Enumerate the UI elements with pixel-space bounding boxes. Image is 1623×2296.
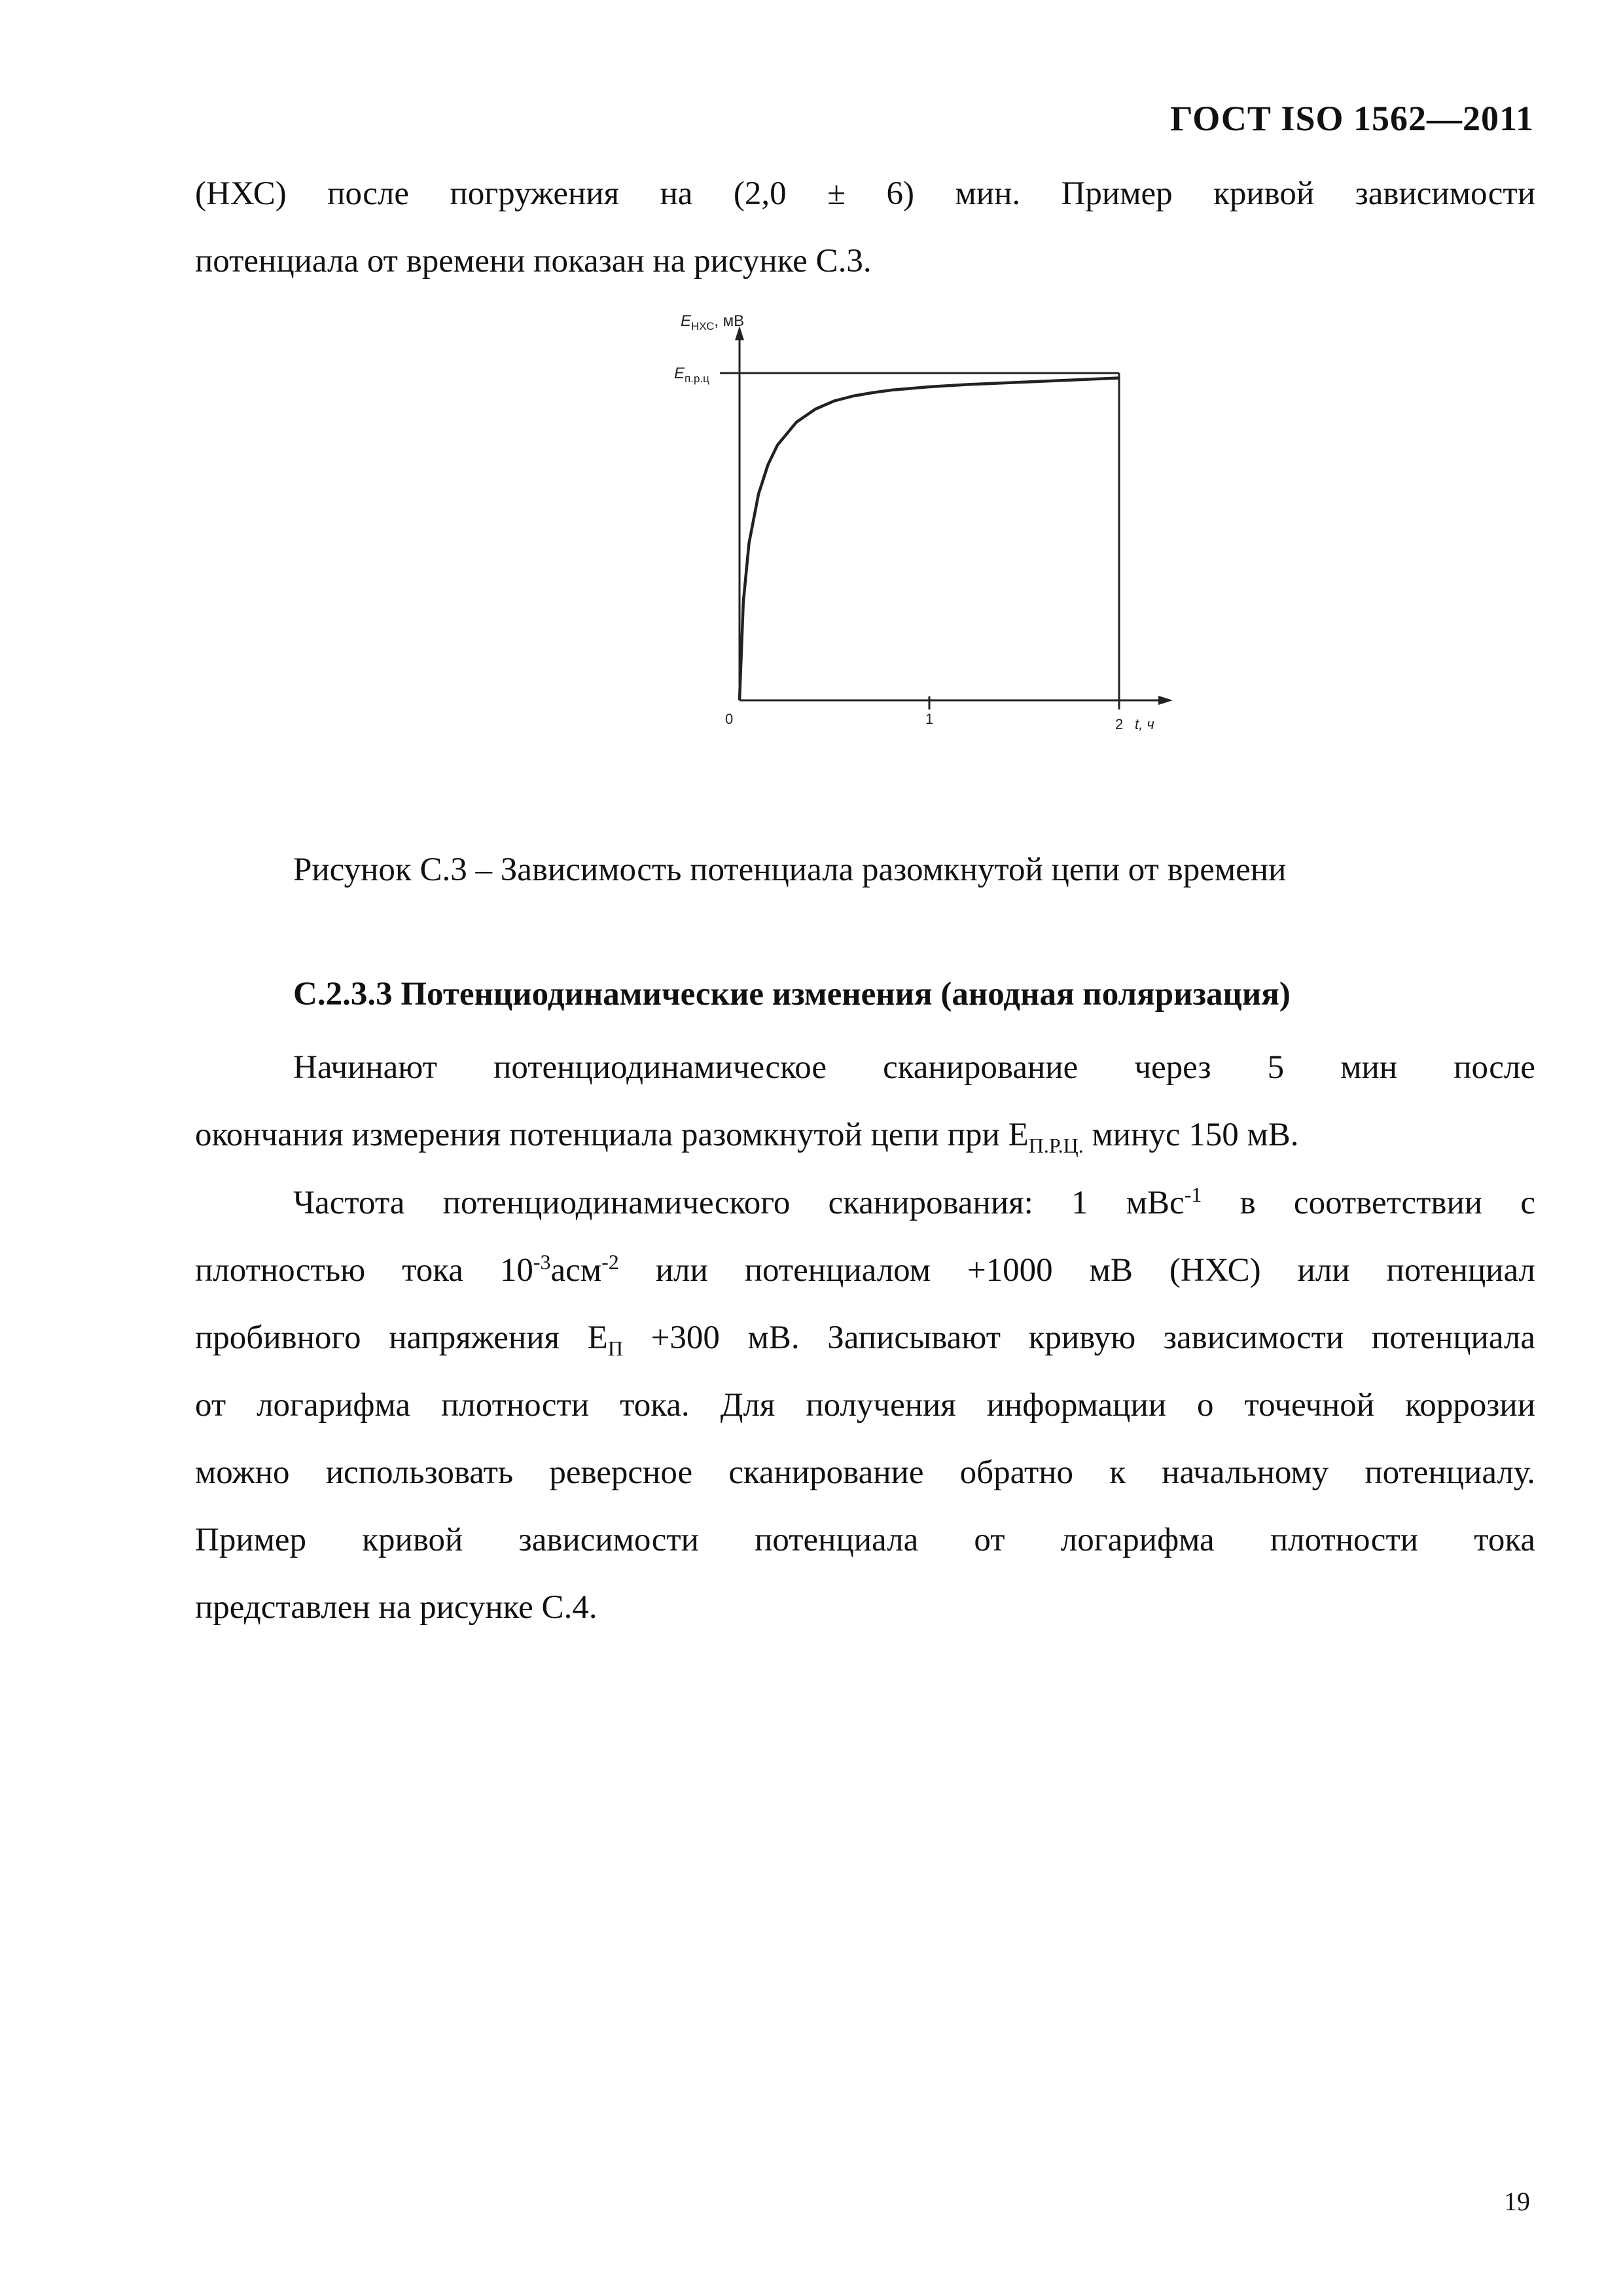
p3-l2-sup1: -3 — [533, 1250, 551, 1274]
figure-caption: Рисунок С.3 – Зависимость потенциала разомкнутой цепи от времени — [293, 852, 1287, 888]
paragraph-3-line-2 — [195, 1237, 1535, 1304]
p3-l3-a: пробивного напряжения E — [195, 1319, 608, 1356]
x-axis-arrow — [1158, 696, 1173, 705]
p2-subscript: П.Р.Ц. — [1028, 1134, 1084, 1158]
figure-c3 — [628, 295, 1204, 766]
paragraph-3 — [195, 1170, 1535, 1641]
paragraph-1-line-1: (НХС) после погружения на (2,0 ± 6) мин. Пример кривой зависимости — [195, 175, 1535, 212]
p3-l1-b: в соответствии с — [1202, 1185, 1535, 1221]
p3-l2-a: плотностью тока 10 — [195, 1252, 533, 1289]
chart-labels — [674, 312, 1154, 732]
x-tick-label-2: 2 — [1115, 716, 1124, 732]
section-title: Потенциодинамические изменения (анодная поляризация) — [401, 976, 1291, 1013]
p3-l2-c: или потенциалом +1000 мВ (НХС) или потенциал — [618, 1252, 1536, 1289]
potential-curve — [740, 378, 1119, 701]
p3-l1-a: Частота потенциодинамического сканирования: 1 мВс — [293, 1185, 1185, 1221]
p2-text-a: окончания измерения потенциала разомкнутой цепи при E — [195, 1117, 1029, 1153]
page-number: 19 — [1504, 2187, 1530, 2216]
p3-l3-b: +300 мВ. Записывают кривую зависимости потенциала — [622, 1319, 1535, 1356]
chart-curves — [740, 378, 1119, 701]
paragraph-2 — [195, 1034, 1535, 1169]
p3-l1-sup: -1 — [1184, 1183, 1202, 1206]
section-number: С.2.3.3 — [293, 976, 393, 1013]
paragraph-2-line-2 — [195, 1102, 1535, 1169]
paragraph-1-line-2: потенциала от времени показан на рисунке С.3. — [195, 243, 872, 279]
paragraph-3-line-3 — [195, 1304, 1535, 1372]
x-tick-label-0: 0 — [725, 711, 734, 727]
p2-text-b: минус 150 мВ. — [1083, 1117, 1299, 1153]
x-axis-label: t, ч — [1135, 716, 1154, 732]
paragraph-2-line-1: Начинают потенциодинамическое сканирование через 5 мин после — [293, 1049, 1535, 1086]
paragraph-3-line-7: представлен на рисунке С.4. — [195, 1589, 597, 1626]
p3-l3-sub: П — [607, 1336, 623, 1361]
y-tick-label-eprc: $E_{п.р.ц}$ — [674, 365, 709, 385]
paragraph-3-line-6: Пример кривой зависимости потенциала от логарифма плотности тока — [195, 1522, 1535, 1558]
paragraph-3-line-4: от логарифма плотности тока. Для получения информации о точечной коррозии — [195, 1387, 1535, 1424]
chart-axes — [720, 326, 1173, 709]
section-heading — [293, 975, 1291, 1013]
p3-l2-sup2: -2 — [601, 1250, 619, 1274]
paragraph-3-line-1 — [195, 1170, 1535, 1237]
paragraph-3-line-5: можно использовать реверсное сканирование обратно к начальному потенциалу. — [195, 1454, 1535, 1491]
potential-time-chart — [628, 295, 1204, 766]
x-tick-label-1: 1 — [925, 711, 934, 727]
document-header: ГОСТ ISO 1562—2011 — [1170, 99, 1534, 138]
y-axis-label: $E_{НХС}$, мВ — [681, 312, 745, 332]
p3-l2-b: асм — [550, 1252, 602, 1289]
paragraph-1 — [195, 160, 1535, 295]
